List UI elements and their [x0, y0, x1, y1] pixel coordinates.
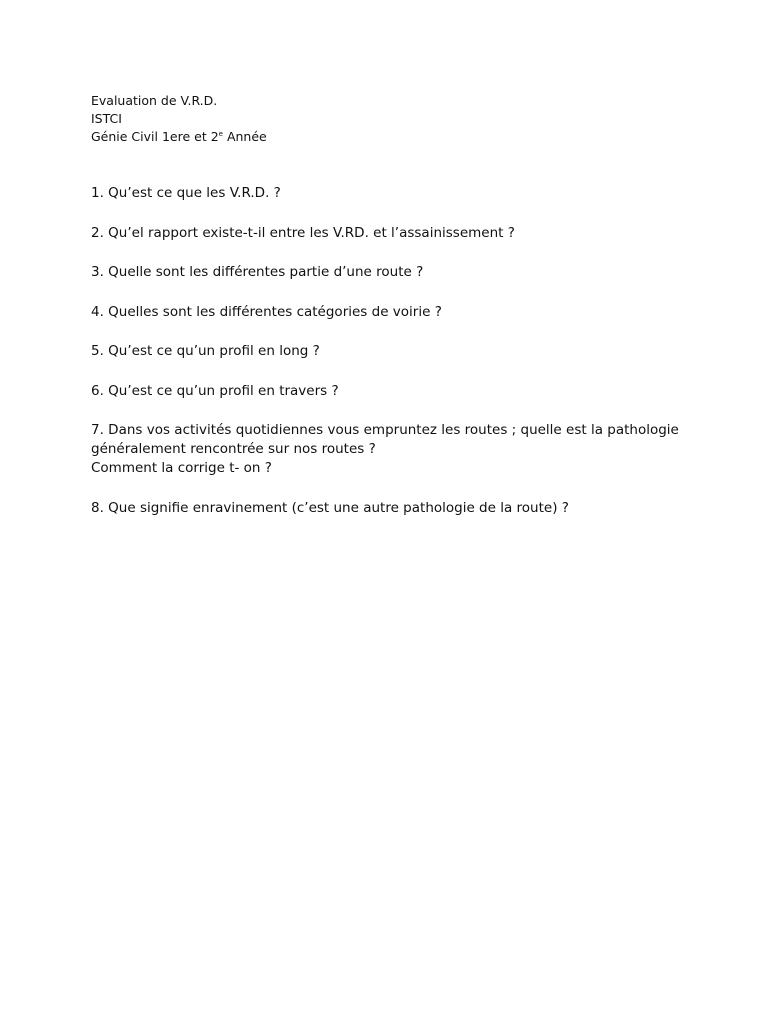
- class-level: [91, 128, 267, 146]
- question-3: 3. Quelle sont les différentes partie d’une route ?: [91, 264, 424, 280]
- question-2: 2. Qu’el rapport existe-t-il entre les V.RD. et l’assainissement ?: [91, 224, 515, 241]
- question-4: 4. Quelles sont les différentes catégories de voirie ?: [91, 303, 442, 320]
- class-level-suffix: Année: [222, 129, 267, 144]
- question-6: 6. Qu’est ce qu’un profil en travers ?: [91, 382, 339, 399]
- question-5: 5. Qu’est ce qu’un profil en long ?: [91, 343, 320, 359]
- question-list: [91, 184, 691, 518]
- class-level-superscript: e: [218, 129, 223, 138]
- school-name: ISTCI: [91, 111, 122, 126]
- document-header: [91, 92, 267, 146]
- question-7-line-2: généralement rencontrée sur nos routes ?: [91, 441, 376, 457]
- class-level-prefix: Génie Civil 1ere et 2: [91, 129, 219, 144]
- question-7-line-1: 7. Dans vos activités quotidiennes vous empruntez les routes ; quelle est la pathologie: [91, 422, 679, 438]
- exam-title: Evaluation de V.R.D.: [91, 93, 218, 108]
- question-1: 1. Qu’est ce que les V.R.D. ?: [91, 185, 281, 201]
- question-8: 8. Que signifie enravinement (c’est une autre pathologie de la route) ?: [91, 499, 569, 516]
- question-7-line-3: Comment la corrige t- on ?: [91, 460, 272, 476]
